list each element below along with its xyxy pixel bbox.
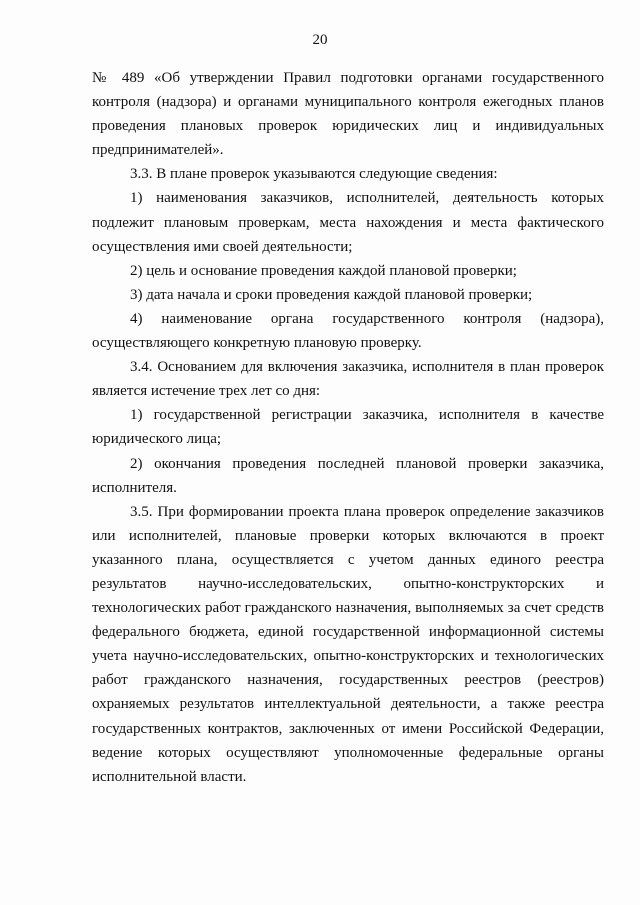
list-item-3-4-2: 2) окончания проведения последней плановой проверки заказчика, исполнителя. bbox=[92, 455, 604, 496]
paragraph-3-5: 3.5. При формировании проекта плана проверок определение заказчиков или исполнителей, плановые проверки которых включаются в проект указанного плана, осуществляется с учетом данных единого реестра результатов научно-исследовательских, опытно-конструкторских и технологических работ гражданского назначения, выполняемых за счет средств федерального бюджета, единой государственной информационной системы учета научно-исследовательских, опытно-конструкторских и технологических работ гражданского назначения, государственных реестров (реестров) охраняемых результатов интеллектуальной деятельности, а также реестра государственных контрактов, заключенных от имени Российской Федерации, ведение которых осуществляют уполномоченные федеральные органы исполнительной власти. bbox=[92, 503, 604, 785]
list-item-3-3-1: 1) наименования заказчиков, исполнителей, деятельность которых подлежит плановым проверкам, места нахождения и места фактического осуществления ими своей деятельности; bbox=[92, 190, 604, 255]
list-item-3-3-2: 2) цель и основание проведения каждой плановой проверки; bbox=[130, 262, 517, 279]
list-item-3-3-3: 3) дата начала и сроки проведения каждой плановой проверки; bbox=[130, 286, 533, 303]
paragraph-law-reference: № 489 «Об утверждении Правил подготовки органами государственного контроля (надзора) и органами муниципального контроля ежегодных планов проведения плановых проверок юридических лиц и индивидуальных предпринимателей». bbox=[92, 70, 604, 159]
list-item-3-4-1: 1) государственной регистрации заказчика, исполнителя в качестве юридического лица; bbox=[92, 407, 604, 448]
page-number: 20 bbox=[312, 32, 328, 48]
document-body bbox=[92, 66, 604, 789]
list-item-3-3-4: 4) наименование органа государственного контроля (надзора), осуществляющего конкретную плановую проверку. bbox=[92, 310, 604, 352]
paragraph-3-4: 3.4. Основанием для включения заказчика, исполнителя в план проверок является истечение трех лет со дня: bbox=[92, 359, 604, 400]
paragraph-3-3: 3.3. В плане проверок указываются следующие сведения: bbox=[130, 166, 498, 183]
